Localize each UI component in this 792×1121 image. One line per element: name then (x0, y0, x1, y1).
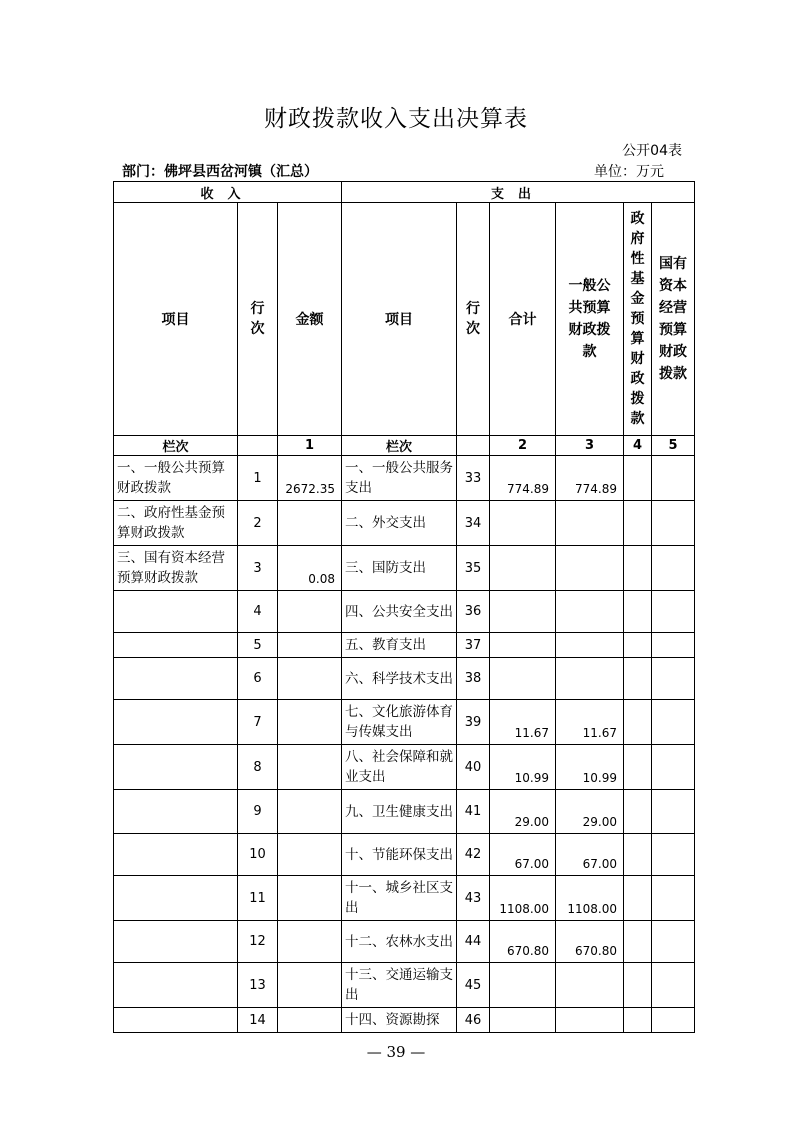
table-cell-income-line: 3 (238, 546, 278, 591)
table-cell-income-line: 1 (238, 456, 278, 501)
table-cell-state-capital (652, 501, 695, 546)
table-cell-total (490, 546, 556, 591)
table-cell-income-line: 6 (238, 658, 278, 700)
table-cell-general-budget: 774.89 (556, 456, 624, 501)
table-cell-income-amount (278, 658, 342, 700)
table-row (114, 876, 695, 921)
table-cell-general-budget (556, 963, 624, 1008)
table-cell-expense-item: 七、文化旅游体育与传媒支出 (342, 700, 457, 745)
table-cell-total: 29.00 (490, 790, 556, 834)
table-cell-income-line: 5 (238, 633, 278, 658)
column-number-label-2: 栏次 (342, 436, 457, 456)
table-cell-total: 774.89 (490, 456, 556, 501)
table-cell-gov-fund (624, 658, 652, 700)
table-cell-income-line: 7 (238, 700, 278, 745)
table-cell-income-line: 2 (238, 501, 278, 546)
table-cell-general-budget: 11.67 (556, 700, 624, 745)
table-cell-income-line: 10 (238, 834, 278, 876)
table-cell-state-capital (652, 790, 695, 834)
table-cell-income-amount: 2672.35 (278, 456, 342, 501)
table-cell-income-amount (278, 700, 342, 745)
column-number-empty-2 (457, 436, 490, 456)
table-cell-gov-fund (624, 633, 652, 658)
table-cell-income-item (114, 921, 238, 963)
page-title: 财政拨款收入支出决算表 (264, 106, 528, 132)
table-cell-income-item (114, 745, 238, 790)
table-cell-expense-item: 十二、农林水支出 (342, 921, 457, 963)
table-cell-expense-line: 35 (457, 546, 490, 591)
table-cell-income-line: 8 (238, 745, 278, 790)
table-cell-income-amount (278, 633, 342, 658)
table-cell-total: 1108.00 (490, 876, 556, 921)
table-cell-income-line: 4 (238, 591, 278, 633)
table-cell-general-budget: 67.00 (556, 834, 624, 876)
table-cell-gov-fund (624, 834, 652, 876)
table-cell-expense-item: 六、科学技术支出 (342, 658, 457, 700)
table-cell-total (490, 633, 556, 658)
table-cell-income-amount (278, 876, 342, 921)
table-row (114, 456, 695, 501)
table-cell-total: 10.99 (490, 745, 556, 790)
table-cell-expense-line: 41 (457, 790, 490, 834)
table-cell-state-capital (652, 658, 695, 700)
table-cell-expense-item: 十四、资源勘探 (342, 1008, 457, 1033)
table-cell-income-item (114, 658, 238, 700)
expense-section-header: 支出 (342, 182, 695, 203)
table-cell-total (490, 658, 556, 700)
table-cell-expense-item: 三、国防支出 (342, 546, 457, 591)
table-cell-general-budget (556, 591, 624, 633)
table-cell-gov-fund (624, 963, 652, 1008)
table-cell-gov-fund (624, 456, 652, 501)
table-cell-income-line: 13 (238, 963, 278, 1008)
table-cell-state-capital (652, 1008, 695, 1033)
table-cell-total: 670.80 (490, 921, 556, 963)
table-row (114, 745, 695, 790)
table-cell-expense-item: 八、社会保障和就业支出 (342, 745, 457, 790)
table-cell-state-capital (652, 745, 695, 790)
table-cell-income-item (114, 700, 238, 745)
header-amount: 金额 (278, 203, 342, 436)
table-row (114, 501, 695, 546)
column-number-1: 1 (278, 436, 342, 456)
table-row (114, 591, 695, 633)
table-cell-expense-line: 40 (457, 745, 490, 790)
table-cell-gov-fund (624, 591, 652, 633)
table-code: 公开04表 (622, 143, 682, 159)
table-cell-income-amount (278, 591, 342, 633)
table-cell-expense-item: 四、公共安全支出 (342, 591, 457, 633)
table-cell-income-item (114, 790, 238, 834)
table-row (114, 658, 695, 700)
table-cell-general-budget: 1108.00 (556, 876, 624, 921)
table-cell-gov-fund (624, 790, 652, 834)
table-cell-total (490, 1008, 556, 1033)
unit-label: 单位：万元 (594, 164, 664, 180)
column-number-3: 3 (556, 436, 624, 456)
table-cell-income-amount (278, 501, 342, 546)
table-cell-total: 67.00 (490, 834, 556, 876)
page-number: — 39 — (366, 1043, 426, 1061)
table-cell-income-item (114, 876, 238, 921)
table-cell-gov-fund (624, 1008, 652, 1033)
table-cell-expense-line: 36 (457, 591, 490, 633)
table-cell-gov-fund (624, 546, 652, 591)
table-cell-expense-line: 34 (457, 501, 490, 546)
table-cell-state-capital (652, 456, 695, 501)
table-cell-income-amount (278, 1008, 342, 1033)
table-cell-expense-item: 一、一般公共服务支出 (342, 456, 457, 501)
table-cell-general-budget (556, 1008, 624, 1033)
table-row (114, 546, 695, 591)
table-cell-expense-line: 45 (457, 963, 490, 1008)
table-cell-state-capital (652, 546, 695, 591)
column-number-empty (238, 436, 278, 456)
table-row (114, 700, 695, 745)
table-cell-expense-item: 十一、城乡社区支出 (342, 876, 457, 921)
income-section-header: 收入 (114, 182, 342, 203)
table-cell-expense-line: 39 (457, 700, 490, 745)
table-row (114, 1008, 695, 1033)
column-number-label: 栏次 (114, 436, 238, 456)
table-cell-income-amount (278, 921, 342, 963)
table-cell-total (490, 591, 556, 633)
table-cell-gov-fund (624, 501, 652, 546)
table-cell-expense-line: 44 (457, 921, 490, 963)
table-cell-state-capital (652, 633, 695, 658)
table-cell-total: 11.67 (490, 700, 556, 745)
header-general-budget: 一般公共预算财政拨款 (556, 203, 624, 436)
column-number-5: 5 (652, 436, 695, 456)
table-cell-income-item (114, 963, 238, 1008)
table-cell-total (490, 501, 556, 546)
table-cell-income-line: 11 (238, 876, 278, 921)
table-cell-gov-fund (624, 745, 652, 790)
table-cell-expense-line: 42 (457, 834, 490, 876)
header-total: 合计 (490, 203, 556, 436)
table-cell-income-item (114, 591, 238, 633)
header-item: 项目 (114, 203, 238, 436)
table-cell-state-capital (652, 834, 695, 876)
table-cell-general-budget (556, 501, 624, 546)
table-cell-general-budget (556, 633, 624, 658)
header-gov-fund: 政府性基金预算财政拨款 (624, 203, 652, 436)
table-cell-income-line: 9 (238, 790, 278, 834)
table-cell-total (490, 963, 556, 1008)
column-number-4: 4 (624, 436, 652, 456)
table-cell-state-capital (652, 591, 695, 633)
table-cell-income-item (114, 1008, 238, 1033)
table-row (114, 963, 695, 1008)
table-cell-expense-line: 38 (457, 658, 490, 700)
table-cell-income-item: 三、国有资本经营预算财政拨款 (114, 546, 238, 591)
table-cell-income-item (114, 633, 238, 658)
table-cell-general-budget (556, 658, 624, 700)
table-cell-income-item: 二、政府性基金预算财政拨款 (114, 501, 238, 546)
header-state-capital: 国有资本经营预算财政拨款 (652, 203, 695, 436)
table-cell-income-amount (278, 790, 342, 834)
table-cell-income-line: 14 (238, 1008, 278, 1033)
table-cell-expense-item: 九、卫生健康支出 (342, 790, 457, 834)
table-cell-state-capital (652, 700, 695, 745)
table-cell-expense-item: 五、教育支出 (342, 633, 457, 658)
table-cell-income-item: 一、一般公共预算财政拨款 (114, 456, 238, 501)
department-label: 部门：佛坪县西岔河镇（汇总） (122, 164, 318, 180)
table-cell-expense-item: 二、外交支出 (342, 501, 457, 546)
table-cell-state-capital (652, 963, 695, 1008)
appropriation-table (113, 181, 695, 1033)
table-cell-gov-fund (624, 700, 652, 745)
table-cell-general-budget: 670.80 (556, 921, 624, 963)
column-number-2: 2 (490, 436, 556, 456)
table-row (114, 790, 695, 834)
header-item-2: 项目 (342, 203, 457, 436)
table-cell-state-capital (652, 876, 695, 921)
table-cell-income-item (114, 834, 238, 876)
table-cell-gov-fund (624, 876, 652, 921)
table-cell-expense-line: 33 (457, 456, 490, 501)
table-cell-general-budget: 10.99 (556, 745, 624, 790)
table-cell-general-budget (556, 546, 624, 591)
table-cell-income-amount (278, 745, 342, 790)
table-row (114, 921, 695, 963)
table-row (114, 633, 695, 658)
table-cell-income-amount (278, 834, 342, 876)
table-cell-expense-line: 37 (457, 633, 490, 658)
table-cell-expense-item: 十、节能环保支出 (342, 834, 457, 876)
table-row (114, 834, 695, 876)
table-cell-state-capital (652, 921, 695, 963)
header-line-no-2: 行次 (457, 203, 490, 436)
table-cell-income-amount (278, 963, 342, 1008)
table-cell-expense-item: 十三、交通运输支出 (342, 963, 457, 1008)
table-cell-expense-line: 43 (457, 876, 490, 921)
table-cell-gov-fund (624, 921, 652, 963)
table-cell-income-amount: 0.08 (278, 546, 342, 591)
table-cell-general-budget: 29.00 (556, 790, 624, 834)
table-cell-expense-line: 46 (457, 1008, 490, 1033)
table-cell-income-line: 12 (238, 921, 278, 963)
header-line-no: 行次 (238, 203, 278, 436)
